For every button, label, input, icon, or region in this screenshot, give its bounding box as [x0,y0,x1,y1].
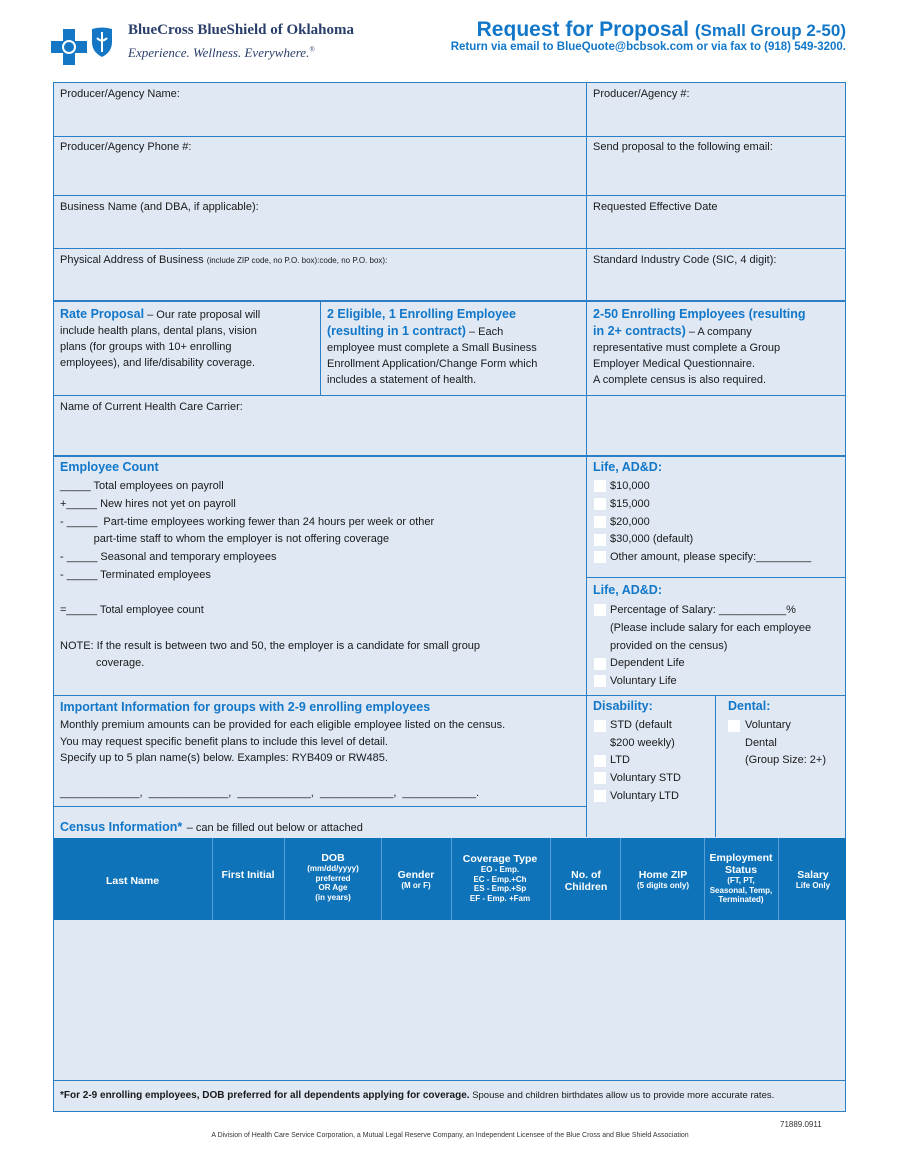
voluntary-ltd-checkbox[interactable] [594,790,606,802]
return-instructions: Return via email to BlueQuote@bcbsok.com or via fax to (918) 549-3200. [450,41,846,53]
blue-shield-logo-icon [90,26,114,58]
disability-label: STD (default [610,719,672,731]
send-proposal-email-label: Send proposal to the following email: [593,141,773,153]
current-carrier-field[interactable] [54,418,844,453]
column-first-initial: First Initial [221,869,275,881]
column-coverage-type: Coverage Type EO - Emp. EC - Emp.+Ch ES - Emp.+Sp EF - Emp. +Fam [462,853,538,903]
employee-count-note: coverage. [96,657,145,669]
employee-count-heading: Employee Count [60,460,159,474]
important-info-heading: Important Information for groups with 2-9 enrolling employees [60,700,431,714]
employee-count-line: - _____ Terminated employees [60,569,211,581]
column-salary: Salary Life Only [795,869,831,890]
dental-label: Voluntary [745,719,791,731]
requested-effective-date-field[interactable] [588,216,844,246]
rate-proposal-info: Rate Proposal – Our rate proposal will include health plans, dental plans, vision plans (for groups with 10+ enrolling employees), and life/disability coverage. [60,307,261,369]
send-proposal-email-field[interactable] [588,158,844,193]
dental-heading: Dental: [728,699,771,713]
life-20000-checkbox[interactable] [594,516,606,528]
life-option-label: $10,000 [610,480,650,492]
column-employment-status: Employment Status (FT, PT, Seasonal, Temp, Terminated) [709,852,773,904]
current-carrier-label: Name of Current Health Care Carrier: [60,401,243,413]
sic-code-label: Standard Industry Code (SIC, 4 digit): [593,254,777,266]
employee-count-total: =_____ Total employee count [60,604,204,616]
percentage-of-salary-checkbox[interactable] [594,604,606,616]
life-option-label: $15,000 [610,498,650,510]
division-notice: A Division of Health Care Service Corporation, a Mutual Legal Reserve Company, an Independent Licensee of the Blue Cross and Blue Shield Association [211,1132,689,1139]
column-no-of-children: No. of Children [564,869,608,893]
std-checkbox[interactable] [594,720,606,732]
employee-count-line: - _____ Part-time employees working fewer than 24 hours per week or other [60,516,435,528]
form-number: 71889.0911 [780,1120,822,1129]
life-salary-line: Percentage of Salary: ___________% [610,604,796,616]
voluntary-std-checkbox[interactable] [594,772,606,784]
dental-label: Dental [745,737,777,749]
life-option-label: $20,000 [610,516,650,528]
important-info-line: You may request specific benefit plans to include this level of detail. [60,736,388,748]
life-salary-line: (Please include salary for each employee [610,622,812,634]
employee-count-line: - _____ Seasonal and temporary employees [60,551,277,563]
producer-agency-name-label: Producer/Agency Name: [60,88,180,100]
brand-name: BlueCross BlueShield of Oklahoma [128,22,355,38]
two-fifty-info: 2-50 Enrolling Employees (resulting in 2+ contracts) – A company representative must complete a Group Employer Medical Questionnaire. A complete census is also required. [593,307,806,386]
employee-count-note: NOTE: If the result is between two and 50, the employer is a candidate for small group [60,640,481,652]
employee-count-line: part-time staff to whom the employer is not offering coverage [60,533,390,545]
life-option-label: Other amount, please specify:_________ [610,551,812,563]
life-add-salary-heading: Life, AD&D: [593,583,662,597]
life-salary-line: provided on the census) [610,640,728,652]
physical-address-label: Physical Address of Business (include ZIP code, no P.O. box):code, no P.O. box): [60,254,388,266]
column-last-name: Last Name [105,875,160,887]
census-table-body[interactable] [54,920,846,1080]
dependent-life-checkbox[interactable] [594,658,606,670]
life-option-label: $30,000 (default) [610,533,694,545]
page-title: Request for Proposal (Small Group 2-50) [476,18,846,41]
census-footnote: *For 2-9 enrolling employees, DOB preferred for all dependents applying for coverage. Spouse and children birthdates allow us to provide more accurate rates. [60,1090,775,1101]
disability-heading: Disability: [593,699,653,713]
physical-address-field[interactable] [54,270,585,298]
life-15000-checkbox[interactable] [594,498,606,510]
life-30000-checkbox[interactable] [594,534,606,546]
producer-agency-number-label: Producer/Agency #: [593,88,690,100]
census-heading: Census Information* – can be filled out below or attached [60,820,363,834]
voluntary-dental-checkbox[interactable] [728,720,740,732]
producer-agency-phone-label: Producer/Agency Phone #: [60,141,192,153]
plan-name-blanks[interactable]: _____________, _____________, ____________, ____________, ____________. [60,787,480,799]
producer-agency-number-field[interactable] [588,104,844,134]
two-eligible-info: 2 Eligible, 1 Enrolling Employee (resulting in 1 contract) – Each employee must complete a Small Business Enrollment Application/Change Form which includes a statement of health. [327,307,538,386]
important-info-line: Monthly premium amounts can be provided for each eligible employee listed on the census. [60,719,506,731]
producer-agency-name-field[interactable] [54,104,585,134]
life-other-checkbox[interactable] [594,551,606,563]
employee-count-line: +_____ New hires not yet on payroll [60,498,236,510]
requested-effective-date-label: Requested Effective Date [593,201,718,213]
ltd-checkbox[interactable] [594,755,606,767]
dental-label: (Group Size: 2+) [745,754,827,766]
business-name-field[interactable] [54,216,585,246]
disability-label: $200 weekly) [610,737,675,749]
life-salary-line: Voluntary Life [610,675,677,687]
disability-label: Voluntary LTD [610,790,679,802]
producer-agency-phone-field[interactable] [54,158,585,193]
business-name-label: Business Name (and DBA, if applicable): [60,201,259,213]
disability-label: Voluntary STD [610,772,681,784]
brand-tagline: Experience. Wellness. Everywhere.® [128,45,315,60]
column-dob: DOB (mm/dd/yyyy) preferred OR Age (in years) [307,852,359,902]
column-home-zip: Home ZIP (5 digits only) [637,869,689,890]
employee-count-line: _____ Total employees on payroll [60,480,224,492]
disability-label: LTD [610,754,630,766]
important-info-line: Specify up to 5 plan name(s) below. Examples: RYB409 or RW485. [60,752,388,764]
life-add-heading: Life, AD&D: [593,460,662,474]
voluntary-life-checkbox[interactable] [594,675,606,687]
sic-code-field[interactable] [588,270,844,298]
life-10000-checkbox[interactable] [594,480,606,492]
blue-cross-logo-icon [50,28,88,66]
life-salary-line: Dependent Life [610,657,685,669]
column-gender: Gender (M or F) [397,869,435,890]
